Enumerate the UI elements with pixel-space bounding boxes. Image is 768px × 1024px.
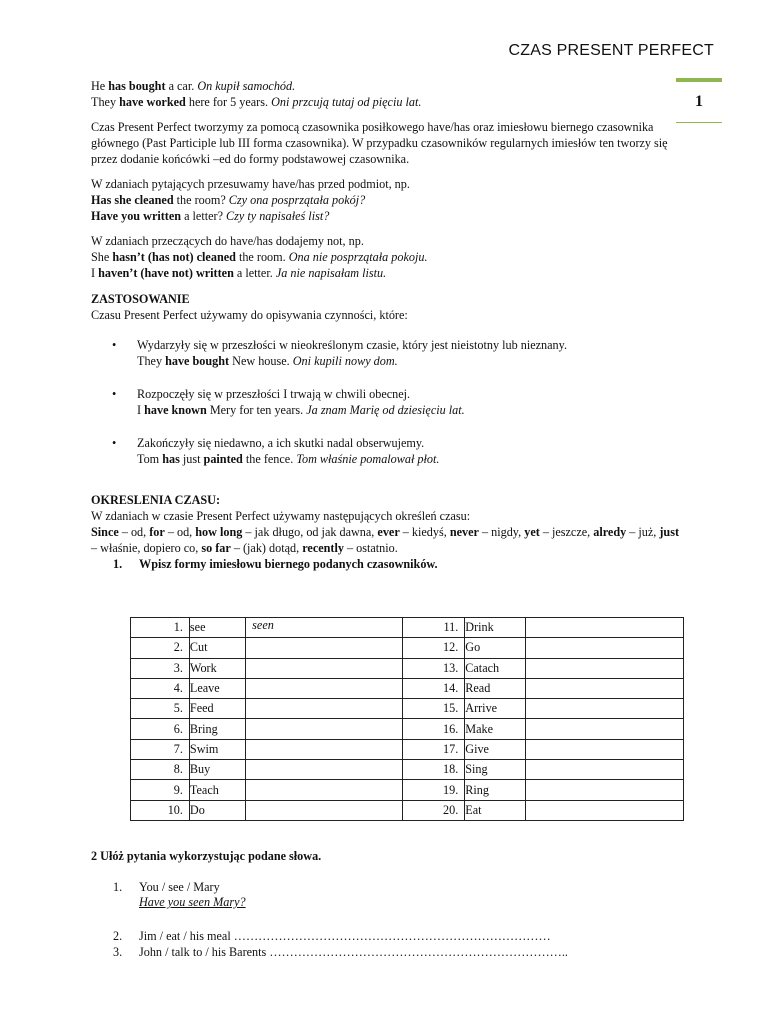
verb-number: 20. (403, 800, 465, 820)
answer-cell[interactable] (525, 678, 683, 698)
question-item: 3. John / talk to / his Barents ……………………………………………………………….. (113, 945, 568, 959)
answer-cell[interactable] (246, 678, 403, 698)
usage-item: • Wydarzyły się w przeszłości w nieokreślonym czasie, który jest nieistotny lub nieznany. They have bought New house. Oni kupili nowy dom. (112, 338, 567, 368)
example-sentence: Have you written a letter? Czy ty napisałeś list? (91, 209, 330, 223)
usage-item: • Zakończyły się niedawno, a ich skutki nadal obserwujemy. Tom has just painted the fence. Tom właśnie pomalował płot. (112, 436, 440, 466)
verb-base: Drink (465, 618, 525, 638)
page-number: 1 (695, 93, 703, 110)
verb-base: Eat (465, 800, 525, 820)
answer-cell[interactable] (525, 760, 683, 780)
verb-base: Make (465, 719, 525, 739)
answer-cell[interactable] (246, 719, 403, 739)
verb-number: 9. (131, 780, 190, 800)
table-row (131, 658, 684, 678)
time-expressions-list: Since – od, for – od, how long – jak długo, od jak dawna, ever – kiedyś, never – nigdy, yet – jeszcze, alredy – już, just – właśnie, dopiero co, so far – (jak) dotąd, recently – ostatnio. (91, 525, 680, 555)
table-row (131, 618, 684, 638)
verb-number: 8. (131, 760, 190, 780)
answer-cell[interactable] (525, 618, 683, 638)
verb-base: Ring (465, 780, 525, 800)
usage-heading: ZASTOSOWANIE (91, 292, 190, 306)
verb-number: 2. (131, 638, 190, 658)
verb-number: 6. (131, 719, 190, 739)
verb-base: Arrive (465, 699, 525, 719)
verbs-table (130, 617, 684, 821)
verb-number: 14. (403, 678, 465, 698)
verb-base: Swim (189, 739, 245, 759)
verb-base: Give (465, 739, 525, 759)
answer-line[interactable]: …………………………………………………………………… (230, 929, 551, 943)
answer-cell[interactable] (246, 638, 403, 658)
verb-number: 7. (131, 739, 190, 759)
example-sentence: She hasn’t (has not) cleaned the room. Ona nie posprzątała pokoju. (91, 250, 428, 264)
verb-number: 3. (131, 658, 190, 678)
verb-base: Go (465, 638, 525, 658)
verb-number: 5. (131, 699, 190, 719)
question-answer: Have you seen Mary? (139, 895, 246, 909)
example-sentence: Has she cleaned the room? Czy ona posprzątała pokój? (91, 193, 366, 207)
verb-number: 19. (403, 780, 465, 800)
verb-base: Bring (189, 719, 245, 739)
verb-number: 13. (403, 658, 465, 678)
bullet-icon: • (112, 338, 117, 352)
verb-base: Work (189, 658, 245, 678)
example-sentence: I haven’t (have not) written a letter. Ja nie napisałam listu. (91, 266, 387, 280)
formation-paragraph: Czas Present Perfect tworzymy za pomocą czasownika posiłkowego have/has oraz imiesłowu biernego czasownika głównego (Past Participle lub III forma czasownika). W przypadku czasowników regularnych imiesłów ten tworzy się przez dodanie końcówki –ed do formy podstawowej czasownika. (91, 120, 668, 166)
header-accent-bar (676, 78, 722, 82)
table-row (131, 699, 684, 719)
verb-number: 17. (403, 739, 465, 759)
bullet-icon: • (112, 387, 117, 401)
negatives-rule: W zdaniach przeczących do have/has dodajemy not, np. (91, 234, 364, 248)
exercise-1-title: 1. Wpisz formy imiesłowu biernego podanych czasowników. (113, 557, 438, 571)
answer-cell[interactable] (246, 699, 403, 719)
verb-base: Teach (189, 780, 245, 800)
verb-number: 12. (403, 638, 465, 658)
question-item: 2. Jim / eat / his meal …………………………………………………………………… (113, 929, 551, 943)
answer-cell[interactable] (246, 739, 403, 759)
answer-cell[interactable] (525, 719, 683, 739)
time-expressions-heading: OKRESLENIA CZASU: (91, 493, 221, 507)
document-body (91, 78, 681, 572)
answer-cell[interactable] (525, 638, 683, 658)
verb-number: 11. (403, 618, 465, 638)
verb-base: Leave (189, 678, 245, 698)
verb-base: see (189, 618, 245, 638)
answer-cell[interactable] (525, 739, 683, 759)
exercise-2-title: 2 Ułóż pytania wykorzystując podane słowa. (91, 849, 322, 863)
time-expressions-intro: W zdaniach w czasie Present Perfect używamy następujących określeń czasu: (91, 509, 471, 523)
answer-cell[interactable] (525, 699, 683, 719)
verb-base: Catach (465, 658, 525, 678)
verb-number: 16. (403, 719, 465, 739)
table-row (131, 638, 684, 658)
verb-base: Read (465, 678, 525, 698)
example-sentence: He has bought a car. On kupił samochód. (91, 79, 296, 93)
questions-rule: W zdaniach pytających przesuwamy have/has przed podmiot, np. (91, 177, 410, 191)
document-title: CZAS PRESENT PERFECT (508, 42, 714, 59)
usage-item: • Rozpoczęły się w przeszłości I trwają w chwili obecnej. I have known Mery for ten years. Ja znam Marię od dziesięciu lat. (112, 387, 465, 417)
usage-list (91, 337, 681, 467)
verb-number: 15. (403, 699, 465, 719)
table-row (131, 800, 684, 820)
verb-number: 18. (403, 760, 465, 780)
answer-cell[interactable] (246, 658, 403, 678)
table-row (131, 678, 684, 698)
example-sentence: They have worked here for 5 years. Oni przcują tutaj od pięciu lat. (91, 95, 422, 109)
verb-number: 1. (131, 618, 190, 638)
verb-base: Do (189, 800, 245, 820)
verb-base: Buy (189, 760, 245, 780)
answer-line[interactable]: ……………………………………………………………….. (266, 945, 568, 959)
question-item: 1. You / see / Mary Have you seen Mary? (113, 880, 246, 909)
answer-cell[interactable]: seen (246, 618, 403, 638)
answer-cell[interactable] (525, 800, 683, 820)
page-number-rule (676, 122, 722, 123)
table-row (131, 739, 684, 759)
verb-base: Sing (465, 760, 525, 780)
verb-base: Cut (189, 638, 245, 658)
verb-number: 4. (131, 678, 190, 698)
verb-base: Feed (189, 699, 245, 719)
answer-cell[interactable] (246, 760, 403, 780)
answer-cell[interactable] (525, 780, 683, 800)
table-row (131, 719, 684, 739)
usage-intro: Czasu Present Perfect używamy do opisywania czynności, które: (91, 308, 408, 322)
verb-number: 10. (131, 800, 190, 820)
answer-cell[interactable] (246, 800, 403, 820)
answer-cell[interactable] (246, 780, 403, 800)
bullet-icon: • (112, 436, 117, 450)
answer-cell[interactable] (525, 658, 683, 678)
table-row (131, 760, 684, 780)
table-row (131, 780, 684, 800)
